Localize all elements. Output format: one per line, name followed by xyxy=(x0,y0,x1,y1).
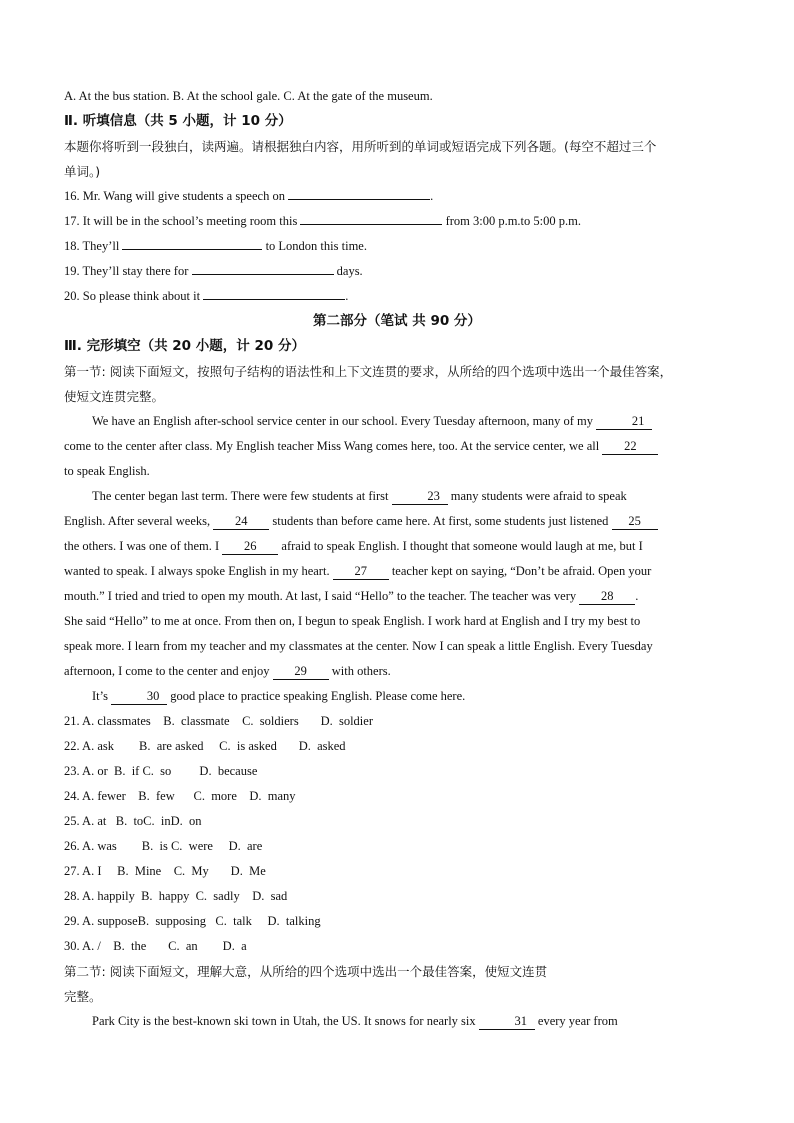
question-18 xyxy=(64,234,730,259)
section2-instructions-2: 单词。) xyxy=(64,164,101,179)
option-row-23: 23. A. or B. if C. so D. because xyxy=(64,764,258,778)
question-19-after: days. xyxy=(333,264,363,278)
passage-line-3: to speak English. xyxy=(64,464,150,478)
option-row-27: 27. A. I B. Mine C. My D. Me xyxy=(64,864,266,878)
option-row-29: 29. A. supposeB. supposing C. talk D. talking xyxy=(64,914,321,928)
section3-instructions-2: 使短文连贯完整。 xyxy=(64,389,165,404)
passage-text: teacher kept on saying, “Don’t be afraid. Open your xyxy=(388,564,652,578)
section3-instructions-1: 第一节: 阅读下面短文，按照句子结构的语法性和上下文连贯的要求，从所给的四个选项中选出一个最佳答案， xyxy=(64,364,673,379)
section2-instructions-1: 本题你将听到一段独白，读两遍。请根据独白内容，用所听到的单词或短语完成下列各题。(每空不超过三个 xyxy=(64,139,657,154)
question-18-text: 18. They’ll xyxy=(64,239,123,253)
blank-22[interactable]: 22 xyxy=(602,439,658,455)
question-20-text: 20. So please think about it xyxy=(64,289,204,303)
section2-title: Ⅱ. 听填信息（共 5 小题，计 10 分） xyxy=(64,113,292,129)
passage-text: many students were afraid to speak xyxy=(447,489,627,503)
question-19-text: 19. They’ll stay there for xyxy=(64,264,192,278)
blank-23[interactable]: 23 xyxy=(392,489,448,505)
passage-line-12 xyxy=(64,684,730,709)
question-16-after: . xyxy=(430,189,434,203)
passage-text: It’s xyxy=(92,689,112,703)
passage-line-2 xyxy=(64,434,730,459)
question-19 xyxy=(64,259,730,284)
passage-text: the others. I was one of them. I xyxy=(64,539,223,553)
option-row-28: 28. A. happily B. happy C. sadly D. sad xyxy=(64,889,288,903)
blank-31[interactable]: 31 xyxy=(479,1014,535,1030)
passage-line-1 xyxy=(64,409,730,434)
question-20-after: . xyxy=(345,289,349,303)
question-16 xyxy=(64,184,730,209)
passage-line-8: mouth.” I tried and tried to open my mouth. At last, I said “Hello” to the teacher. The teacher was very 28 . xyxy=(64,589,639,603)
exam-page xyxy=(64,84,730,1034)
passage-line-10: speak more. I learn from my teacher and my classmates at the center. Now I can speak a little English. Every Tuesday xyxy=(64,639,653,653)
passage-text: The center began last term. There were few students at first xyxy=(92,489,392,503)
option-row-22: 22. A. ask B. are asked C. is asked D. asked xyxy=(64,739,346,753)
section3-title: Ⅲ. 完形填空（共 20 小题，计 20 分） xyxy=(64,338,305,354)
question-17-after: from 3:00 p.m.to 5:00 p.m. xyxy=(442,214,581,228)
answer-blank-18[interactable] xyxy=(122,235,262,250)
passage2-line-1 xyxy=(64,1009,730,1034)
blank-29[interactable]: 29 xyxy=(273,664,329,680)
section3-part2-instructions-1: 第二节: 阅读下面短文，理解大意，从所给的四个选项中选出一个最佳答案，使短文连贯 xyxy=(64,964,548,979)
blank-24[interactable]: 24 xyxy=(213,514,269,530)
passage-text: with others. xyxy=(328,664,391,678)
answer-blank-16[interactable] xyxy=(288,185,430,200)
passage-line-5 xyxy=(64,509,730,534)
passage-text: students than before came here. At first, some students just listened xyxy=(269,514,612,528)
answer-blank-17[interactable] xyxy=(300,210,442,225)
passage-line-7 xyxy=(64,559,730,584)
passage-line-6 xyxy=(64,534,730,559)
option-row-25: 25. A. at B. toC. inD. on xyxy=(64,814,202,828)
answer-blank-19[interactable] xyxy=(192,260,334,275)
question-18-after: to London this time. xyxy=(262,239,367,253)
question-17 xyxy=(64,209,730,234)
blank-27[interactable]: 27 xyxy=(333,564,389,580)
question-16-text: 16. Mr. Wang will give students a speech on xyxy=(64,189,289,203)
passage-text: We have an English after-school service center in our school. Every Tuesday afternoon, many of my xyxy=(92,414,597,428)
blank-26[interactable]: 26 xyxy=(222,539,278,555)
blank-21[interactable]: 21 xyxy=(596,414,652,430)
option-row-30: 30. A. / B. the C. an D. a xyxy=(64,939,247,953)
passage-line-9: She said “Hello” to me at once. From then on, I begun to speak English. I work hard at English and I try my best to xyxy=(64,614,641,628)
passage-text: afternoon, I come to the center and enjoy xyxy=(64,664,273,678)
option-row-21: 21. A. classmates B. classmate C. soldiers D. soldier xyxy=(64,714,373,728)
passage-text: come to the center after class. My English teacher Miss Wang comes here, too. At the service center, we all xyxy=(64,439,603,453)
section3-part2-instructions-2: 完整。 xyxy=(64,989,102,1004)
passage-text: every year from xyxy=(534,1014,618,1028)
passage-text: afraid to speak English. I thought that someone would laugh at me, but I xyxy=(278,539,643,553)
passage-text: mouth.” I tried and tried to open my mouth. At last, I said “Hello” to the teacher. The teacher was very xyxy=(64,589,580,603)
answer-blank-20[interactable] xyxy=(203,285,345,300)
blank-25[interactable]: 25 xyxy=(612,514,658,530)
blank-28[interactable]: 28 xyxy=(579,589,635,605)
passage-text: English. After several weeks, xyxy=(64,514,214,528)
question-20 xyxy=(64,284,730,309)
passage-text: Park City is the best-known ski town in Utah, the US. It snows for nearly six xyxy=(92,1014,479,1028)
part2-title: 第二部分（笔试 共 90 分） xyxy=(313,313,481,329)
option-row-24: 24. A. fewer B. few C. more D. many xyxy=(64,789,296,803)
question-17-text: 17. It will be in the school’s meeting room this xyxy=(64,214,301,228)
passage-line-4 xyxy=(64,484,730,509)
q15-options: A. At the bus station. B. At the school gale. C. At the gate of the museum. xyxy=(64,89,433,103)
option-row-26: 26. A. was B. is C. were D. are xyxy=(64,839,263,853)
passage-text: good place to practice speaking English. Please come here. xyxy=(167,689,466,703)
passage-line-11 xyxy=(64,659,730,684)
passage-text: wanted to speak. I always spoke English in my heart. xyxy=(64,564,333,578)
blank-30[interactable]: 30 xyxy=(111,689,167,705)
